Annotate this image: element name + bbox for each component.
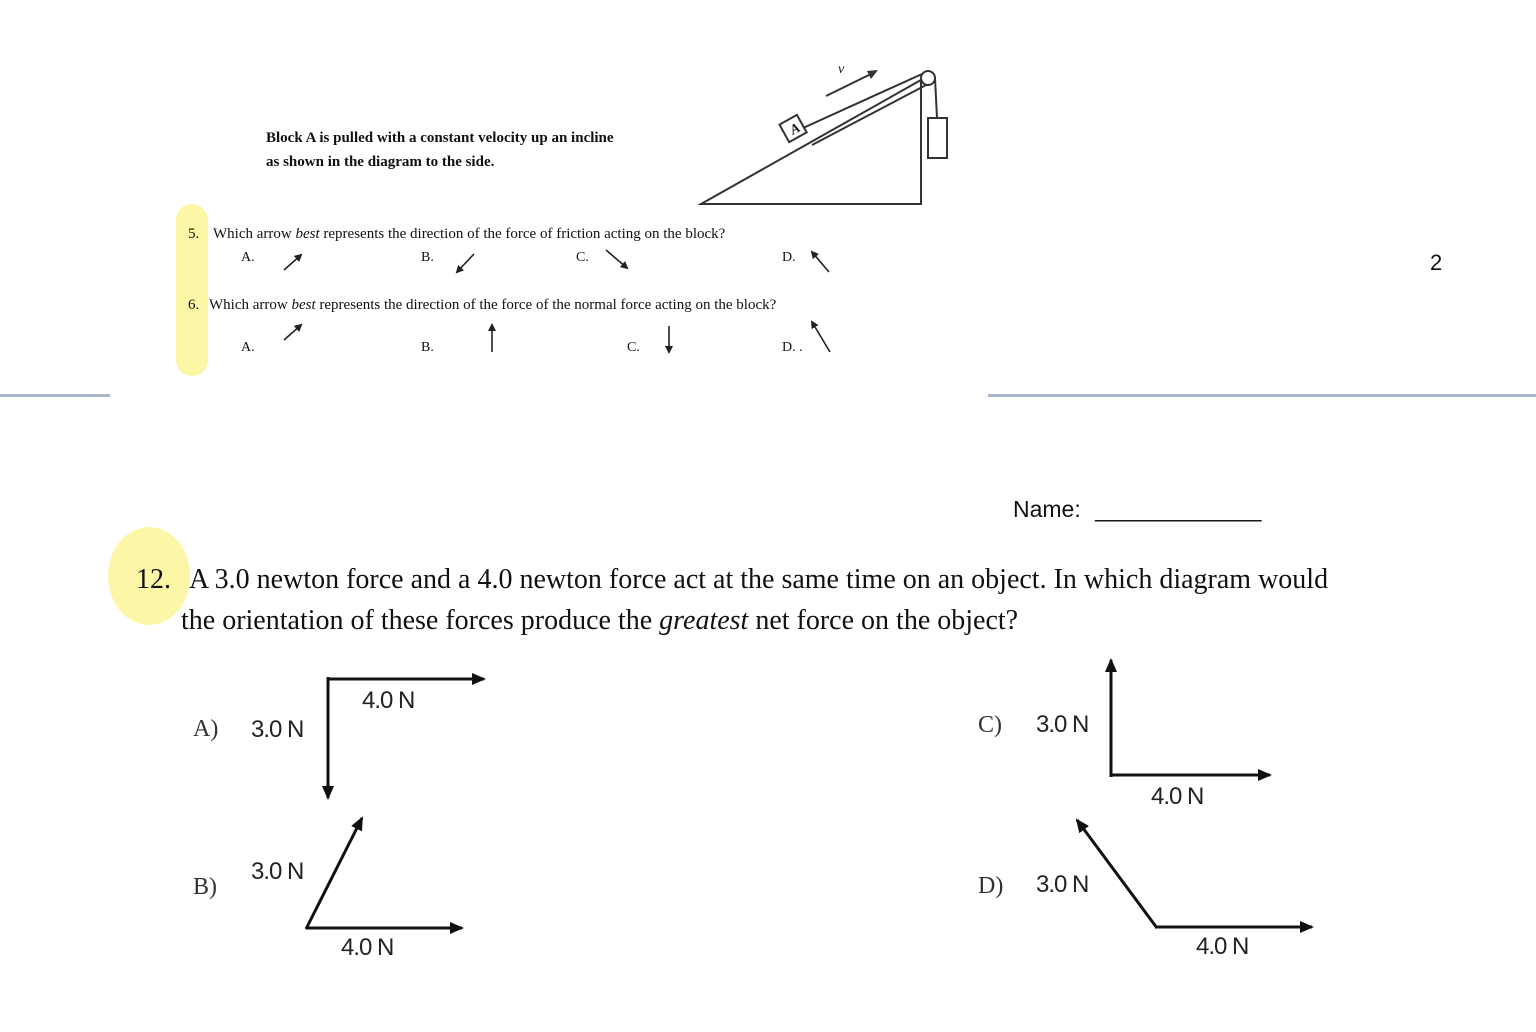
q5-option-d[interactable]: D. xyxy=(782,250,796,265)
choice-d-label[interactable]: D) xyxy=(978,873,1004,899)
question-5-number: 5. xyxy=(188,226,200,242)
q5-option-a[interactable]: A. xyxy=(241,250,255,265)
choice-d-force2: 4.0 N xyxy=(1196,933,1249,960)
question-5-text-after: represents the direction of the force of friction acting on the block? xyxy=(319,226,726,242)
choice-b-force2: 4.0 N xyxy=(341,934,394,961)
choice-c-force2: 4.0 N xyxy=(1151,783,1204,810)
intro-line-1: Block A is pulled with a constant velocity up an incline xyxy=(266,130,614,146)
choice-a-force2: 4.0 N xyxy=(362,687,415,714)
q6-option-b[interactable]: B. xyxy=(421,340,434,355)
q6-option-c[interactable]: C. xyxy=(627,340,640,355)
question-5-text-before: Which arrow xyxy=(213,226,296,242)
question-6-emphasis: best xyxy=(291,297,316,313)
velocity-label: v xyxy=(838,62,845,77)
q6-option-d[interactable]: D. . xyxy=(782,340,803,355)
q5-option-c[interactable]: C. xyxy=(576,250,589,265)
q5-option-b[interactable]: B. xyxy=(421,250,434,265)
choice-a-label[interactable]: A) xyxy=(193,716,219,742)
choice-d-diagram[interactable] xyxy=(1077,820,1312,928)
choice-b-force1: 3.0 N xyxy=(251,858,304,885)
choice-d-force1: 3.0 N xyxy=(1036,871,1089,898)
question-12-line-1: A 3.0 newton force and a 4.0 newton force act at the same time on an object. In which diagram would xyxy=(189,564,1329,595)
question-12-line-2-after: net force on the object? xyxy=(748,605,1019,636)
question-12-number: 12. xyxy=(136,564,171,595)
page-number: 2 xyxy=(1430,250,1443,275)
choice-b-diagram[interactable] xyxy=(306,818,462,929)
name-blank[interactable]: _____________ xyxy=(1095,496,1262,522)
question-5-emphasis: best xyxy=(295,226,320,242)
choice-b-label[interactable]: B) xyxy=(193,874,217,900)
question-6-number: 6. xyxy=(188,297,200,313)
question-12-emphasis: greatest xyxy=(659,605,749,636)
block-label: A xyxy=(787,120,804,139)
q6-option-a[interactable]: A. xyxy=(241,340,255,355)
choice-c-label[interactable]: C) xyxy=(978,712,1002,738)
intro-line-2: as shown in the diagram to the side. xyxy=(266,154,495,170)
question-6-text-after: represents the direction of the force of the normal force acting on the block? xyxy=(315,297,777,313)
question-6-text-before: Which arrow xyxy=(209,297,292,313)
choice-c-diagram[interactable] xyxy=(1111,660,1270,777)
name-label: Name: xyxy=(1013,496,1081,522)
question-12-line-2-before: the orientation of these forces produce the xyxy=(181,605,660,636)
choice-a-force1: 3.0 N xyxy=(251,716,304,743)
choice-c-force1: 3.0 N xyxy=(1036,711,1089,738)
